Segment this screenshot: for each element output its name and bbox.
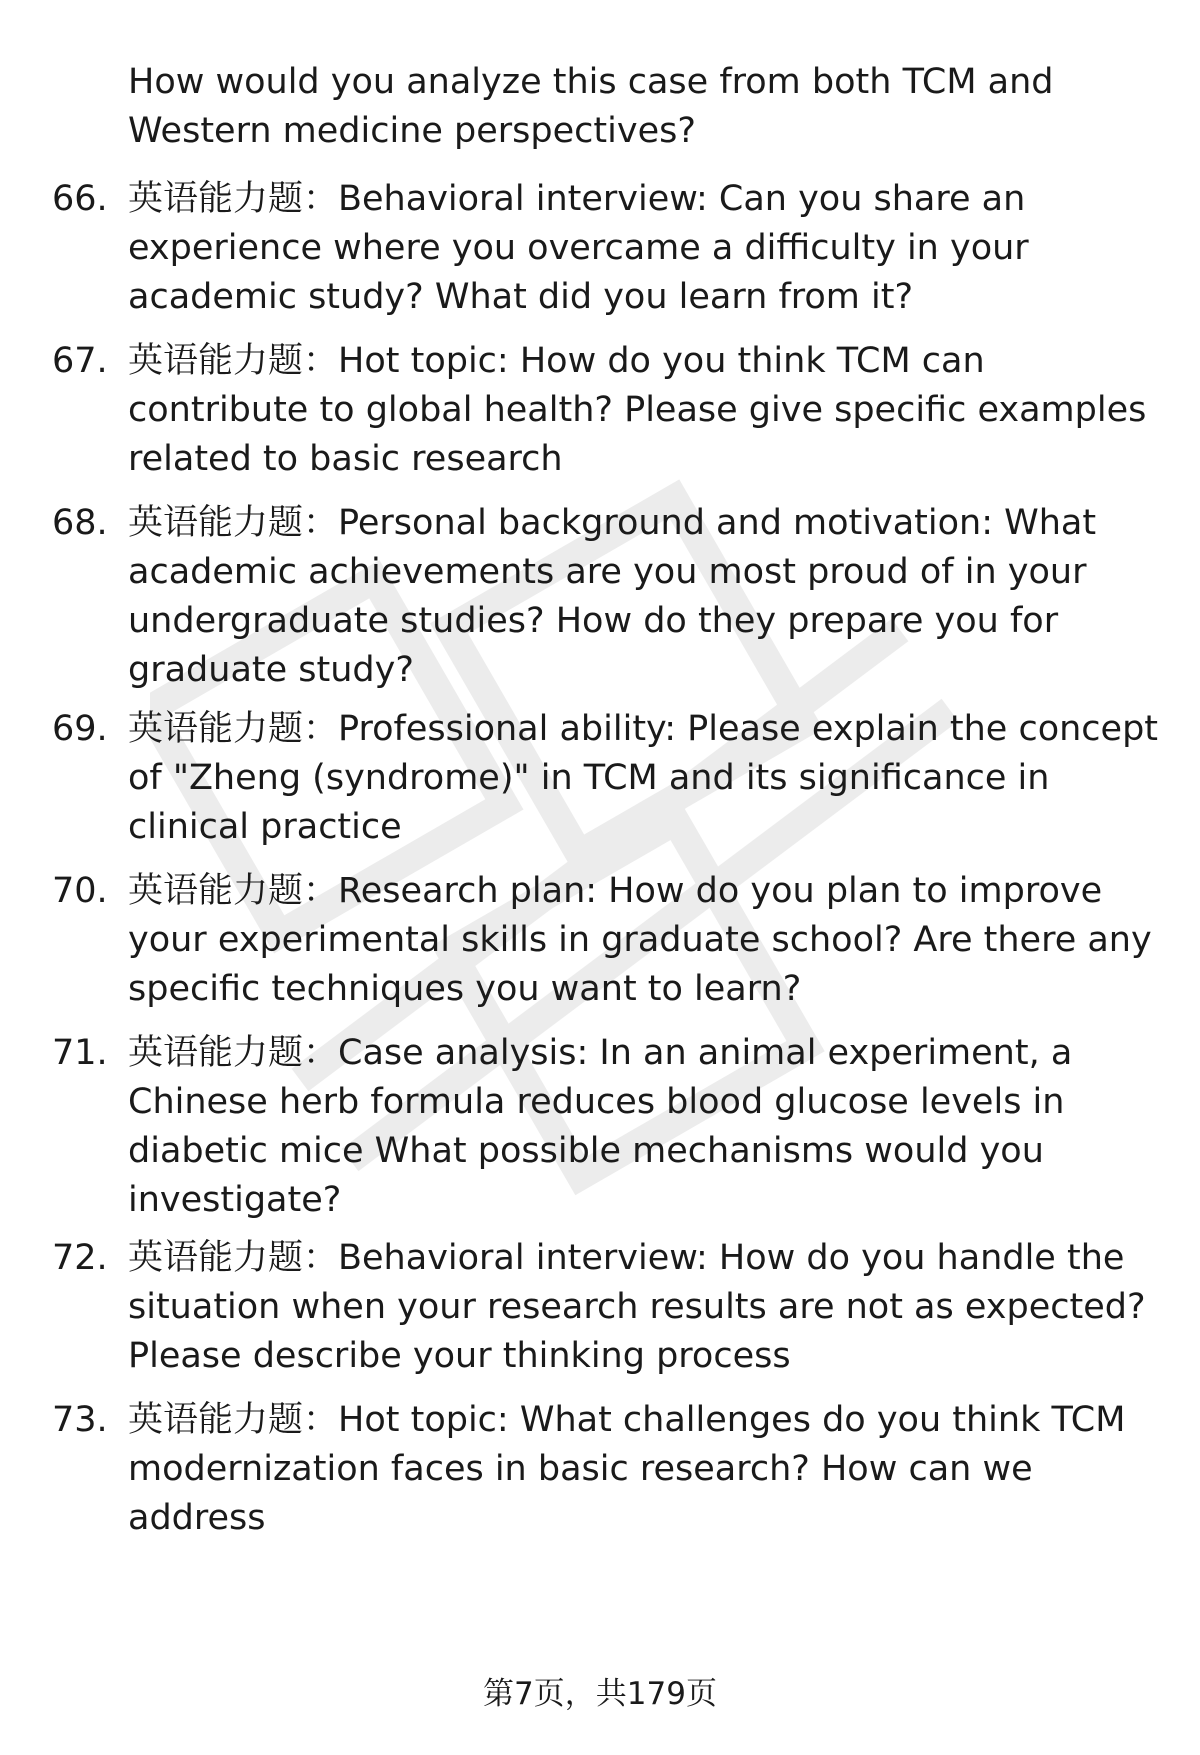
list-item [52,337,1162,484]
question-number: 70. [52,871,108,911]
question-number: 71. [52,1033,108,1073]
question-text: Behavioral interview: Can you share an experience where you overcame a difficulty in your academic study? What did you learn from it? [128,179,1029,317]
list-item [52,1396,1162,1543]
question-prefix: 英语能力题： [128,179,339,219]
question-text: Hot topic: What challenges do you think TCM modernization faces in basic research? How can we address [128,1400,1126,1538]
continuation-paragraph: How would you analyze this case from both TCM and Western medicine perspectives? [128,62,1054,151]
list-item [52,1029,1162,1225]
question-prefix: 英语能力题： [128,341,339,381]
question-number: 73. [52,1400,108,1440]
question-number: 66. [52,179,108,219]
question-prefix: 英语能力题： [128,1400,339,1440]
list-item [52,1234,1162,1381]
question-text: Professional ability: Please explain the concept of "Zheng (syndrome)" in TCM and its significance in clinical practice [128,709,1159,847]
question-number: 67. [52,341,108,381]
question-prefix: 英语能力题： [128,871,339,911]
list-item [52,499,1162,695]
question-number: 68. [52,503,108,543]
question-text: Behavioral interview: How do you handle the situation when your research results are not as expected? Please describe your thinking process [128,1238,1146,1376]
question-text: Hot topic: How do you think TCM can contribute to global health? Please give specific examples related to basic research [128,341,1147,479]
list-item [52,867,1162,1014]
question-prefix: 英语能力题： [128,1238,339,1278]
question-number: 69. [52,709,108,749]
page-footer: 第7页，共179页 [483,1676,717,1712]
question-prefix: 英语能力题： [128,1033,339,1073]
question-prefix: 英语能力题： [128,503,339,543]
question-prefix: 英语能力题： [128,709,339,749]
question-number: 72. [52,1238,108,1278]
question-text: Personal background and motivation: What academic achievements are you most proud of in your undergraduate studies? How do they prepare you for graduate study? [128,503,1097,690]
question-text: Case analysis: In an animal experiment, a Chinese herb formula reduces blood glucose levels in diabetic mice What possible mechanisms would you investigate? [128,1033,1073,1220]
question-text: Research plan: How do you plan to improve your experimental skills in graduate school? Are there any specific techniques you want to learn? [128,871,1152,1009]
list-item [52,705,1162,852]
list-item [52,175,1162,322]
